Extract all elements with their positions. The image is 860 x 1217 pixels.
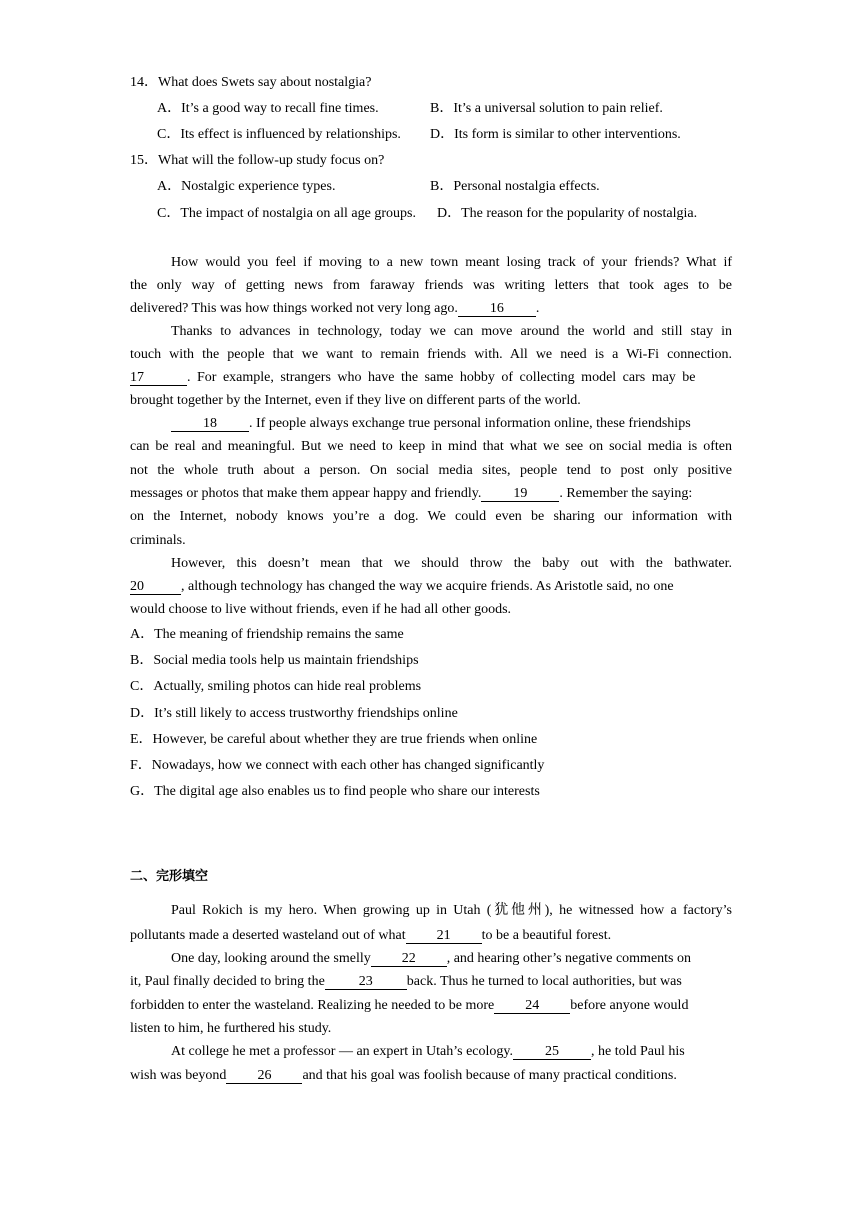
blank-20: 20 [130, 579, 181, 595]
blank-22: 22 [371, 951, 447, 967]
blank-21: 21 [406, 928, 482, 944]
cloze-line [171, 950, 691, 968]
cloze-text: forbidden to enter the wasteland. Realizing he needed to be more [130, 998, 495, 1013]
passage-line: Thanks to advances in technology, today we can move around the world and still stay in [171, 324, 732, 339]
cloze-text: , he told Paul his [590, 1044, 685, 1059]
passage-line: can be real and meaningful. But we need to keep in mind that what we see on social media is often [130, 439, 732, 454]
answer-option-f: F．Nowadays, how we connect with each other has changed significantly [130, 758, 545, 773]
passage-text: . For example, strangers who have the same hobby of collecting model cars may be [187, 370, 696, 385]
cloze-text: At college he met a professor — an expert in Utah’s ecology. [171, 1044, 513, 1059]
question-14-option-c: C．Its effect is influenced by relationships. [157, 127, 401, 142]
question-15-stem: 15．What will the follow-up study focus on? [130, 153, 385, 168]
passage-line: would choose to live without friends, even if he had all other goods. [130, 602, 512, 617]
cloze-line [130, 1067, 677, 1085]
cloze-text: before anyone would [570, 998, 689, 1013]
cloze-line [130, 973, 682, 991]
cloze-line [130, 927, 611, 945]
blank-17: 17 [130, 370, 187, 386]
blank-19: 19 [481, 486, 559, 502]
answer-option-g: G．The digital age also enables us to find people who share our interests [130, 784, 540, 799]
cloze-text: and that his goal was foolish because of many practical conditions. [302, 1068, 677, 1083]
answer-option-e: E．However, be careful about whether they are true friends when online [130, 732, 538, 747]
passage-line [130, 578, 674, 596]
cloze-line [130, 997, 688, 1015]
question-14-stem: 14．What does Swets say about nostalgia? [130, 75, 372, 90]
passage-text: messages or photos that make them appear happy and friendly. [130, 486, 482, 501]
question-14-option-d: D．Its form is similar to other interventions. [430, 127, 681, 142]
question-14-option-b: B．It’s a universal solution to pain relief. [430, 101, 663, 116]
cloze-line: Paul Rokich is my hero. When growing up in Utah (犹他州), he witnessed how a factory’s [171, 903, 732, 918]
blank-26: 26 [226, 1068, 302, 1084]
cloze-text: to be a beautiful forest. [481, 928, 612, 943]
passage-line: brought together by the Internet, even if they live on different parts of the world. [130, 393, 581, 408]
passage-line: How would you feel if moving to a new town meant losing track of your friends? What if [171, 255, 732, 270]
section-heading: 二、完形填空 [130, 869, 209, 884]
blank-16: 16 [458, 301, 536, 317]
passage-line [130, 485, 692, 503]
question-15-option-d: D．The reason for the popularity of nostalgia. [437, 206, 698, 221]
passage-line: However, this doesn’t mean that we should throw the baby out with the bathwater. [171, 556, 732, 571]
cloze-line: listen to him, he furthered his study. [130, 1021, 332, 1036]
passage-line: not the whole truth about a person. On social media sites, people tend to post only positive [130, 463, 732, 478]
question-15-option-b: B．Personal nostalgia effects. [430, 179, 600, 194]
passage-line [171, 415, 691, 433]
cloze-text: One day, looking around the smelly [171, 951, 371, 966]
passage-line: touch with the people that we want to remain friends with. All we need is a Wi-Fi connection. [130, 347, 732, 362]
cloze-line [171, 1043, 685, 1061]
blank-23: 23 [325, 974, 407, 990]
answer-option-d: D．It’s still likely to access trustworthy friendships online [130, 706, 458, 721]
question-14-option-a: A．It’s a good way to recall fine times. [157, 101, 379, 116]
question-15-option-a: A．Nostalgic experience types. [157, 179, 336, 194]
cloze-text: it, Paul finally decided to bring the [130, 974, 325, 989]
passage-line [130, 369, 732, 387]
cloze-text: wish was beyond [130, 1068, 227, 1083]
answer-option-c: C．Actually, smiling photos can hide real problems [130, 679, 422, 694]
cloze-text: , and hearing other’s negative comments on [446, 951, 692, 966]
passage-line: on the Internet, nobody knows you’re a dog. We could even be sharing our information with [130, 509, 732, 524]
passage-text: , although technology has changed the way we acquire friends. As Aristotle said, no one [181, 579, 674, 594]
cloze-text: back. Thus he turned to local authorities, but was [406, 974, 682, 989]
question-15-option-c: C．The impact of nostalgia on all age groups. [157, 206, 416, 221]
passage-line: criminals. [130, 533, 186, 548]
passage-text: . If people always exchange true personal information online, these friendships [249, 416, 691, 431]
passage-text: delivered? This was how things worked not very long ago. [130, 301, 458, 316]
answer-option-a: A．The meaning of friendship remains the same [130, 627, 404, 642]
blank-25: 25 [513, 1044, 591, 1060]
passage-line: the only way of getting news from faraway friends was writing letters that took ages to be [130, 278, 732, 293]
answer-option-b: B．Social media tools help us maintain friendships [130, 653, 419, 668]
cloze-text: pollutants made a deserted wasteland out of what [130, 928, 406, 943]
passage-line: delivered? This was how things worked not very long ago. 16 . [130, 301, 540, 316]
blank-24: 24 [494, 998, 570, 1014]
blank-18: 18 [171, 416, 249, 432]
passage-text: . Remember the saying: [559, 486, 693, 501]
